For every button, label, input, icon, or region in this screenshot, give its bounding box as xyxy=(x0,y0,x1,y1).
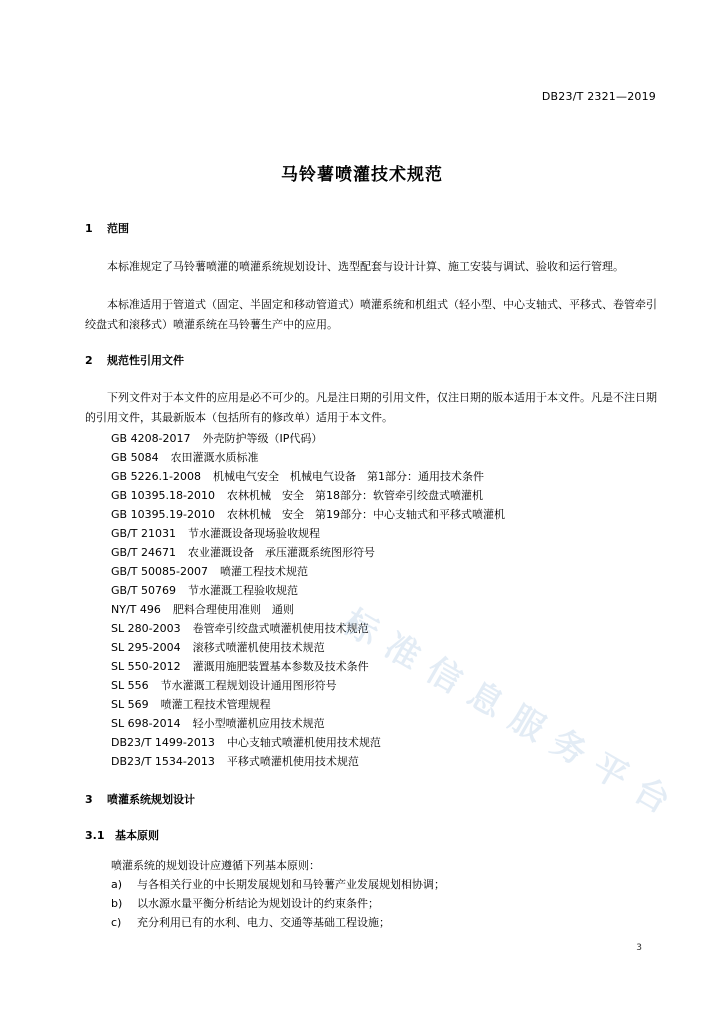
reference-item: SL 569 喷灌工程技术管理规程 xyxy=(111,698,271,711)
principle-item: a) 与各相关行业的中长期发展规划和马铃薯产业发展规划相协调； xyxy=(111,878,445,891)
reference-item: SL 280-2003 卷管牵引绞盘式喷灌机使用技术规范 xyxy=(111,622,369,635)
reference-item: SL 295-2004 滚移式喷灌机使用技术规范 xyxy=(111,641,325,654)
reference-item: NY/T 496 肥料合理使用准则 通则 xyxy=(111,603,294,616)
document-title: 马铃薯喷灌技术规范 xyxy=(281,165,443,185)
reference-item: GB 5226.1-2008 机械电气安全 机械电气设备 第1部分：通用技术条件 xyxy=(111,470,485,483)
reference-item: SL 698-2014 轻小型喷灌机应用技术规范 xyxy=(111,717,325,730)
reference-item: GB/T 50085-2007 喷灌工程技术规范 xyxy=(111,565,308,578)
reference-item: GB/T 21031 节水灌溉设备现场验收规程 xyxy=(111,527,320,540)
section-3-1-heading: 3.1 基本原则 xyxy=(85,829,159,842)
section-2-heading: 2 规范性引用文件 xyxy=(85,354,184,367)
principle-item: c) 充分利用已有的水利、电力、交通等基础工程设施； xyxy=(111,916,390,929)
section-1-paragraph-1: 本标准规定了马铃薯喷灌的喷灌系统规划设计、选型配套与设计计算、施工安装与调试、验收和运行管理。 xyxy=(107,260,624,273)
section-3-1-intro: 喷灌系统的规划设计应遵循下列基本原则： xyxy=(111,859,320,872)
section-1-heading: 1 范围 xyxy=(85,222,129,235)
reference-item: GB/T 50769 节水灌溉工程验收规范 xyxy=(111,584,298,597)
reference-item: GB 10395.19-2010 农林机械 安全 第19部分：中心支轴式和平移式喷灌机 xyxy=(111,508,506,521)
reference-item: GB 4208-2017 外壳防护等级（IP代码） xyxy=(111,432,323,445)
reference-item: DB23/T 1499-2013 中心支轴式喷灌机使用技术规范 xyxy=(111,736,381,749)
section-3-heading: 3 喷灌系统规划设计 xyxy=(85,793,195,806)
page-number: 3 xyxy=(636,943,642,953)
section-2-intro: 下列文件对于本文件的应用是必不可少的。凡是注日期的引用文件，仅注日期的版本适用于本文件。凡是不注日期的引用文件，其最新版本（包括所有的修改单）适用于本文件。 xyxy=(85,391,657,424)
reference-item: GB 5084 农田灌溉水质标准 xyxy=(111,451,259,464)
reference-item: GB 10395.18-2010 农林机械 安全 第18部分：软管牵引绞盘式喷灌机 xyxy=(111,489,484,502)
standard-number: DB23/T 2321—2019 xyxy=(541,90,656,103)
watermark-text: 标准信息服务平台 xyxy=(336,601,689,829)
section-1-paragraph-2: 本标准适用于管道式（固定、半固定和移动管道式）喷灌系统和机组式（轻小型、中心支轴式、平移式、卷管牵引绞盘式和滚移式）喷灌系统在马铃薯生产中的应用。 xyxy=(85,298,657,331)
reference-item: DB23/T 1534-2013 平移式喷灌机使用技术规范 xyxy=(111,755,359,768)
principle-item: b) 以水源水量平衡分析结论为规划设计的约束条件； xyxy=(111,897,379,910)
reference-item: GB/T 24671 农业灌溉设备 承压灌溉系统图形符号 xyxy=(111,546,375,559)
reference-item: SL 556 节水灌溉工程规划设计通用图形符号 xyxy=(111,679,337,692)
reference-item: SL 550-2012 灌溉用施肥装置基本参数及技术条件 xyxy=(111,660,369,673)
